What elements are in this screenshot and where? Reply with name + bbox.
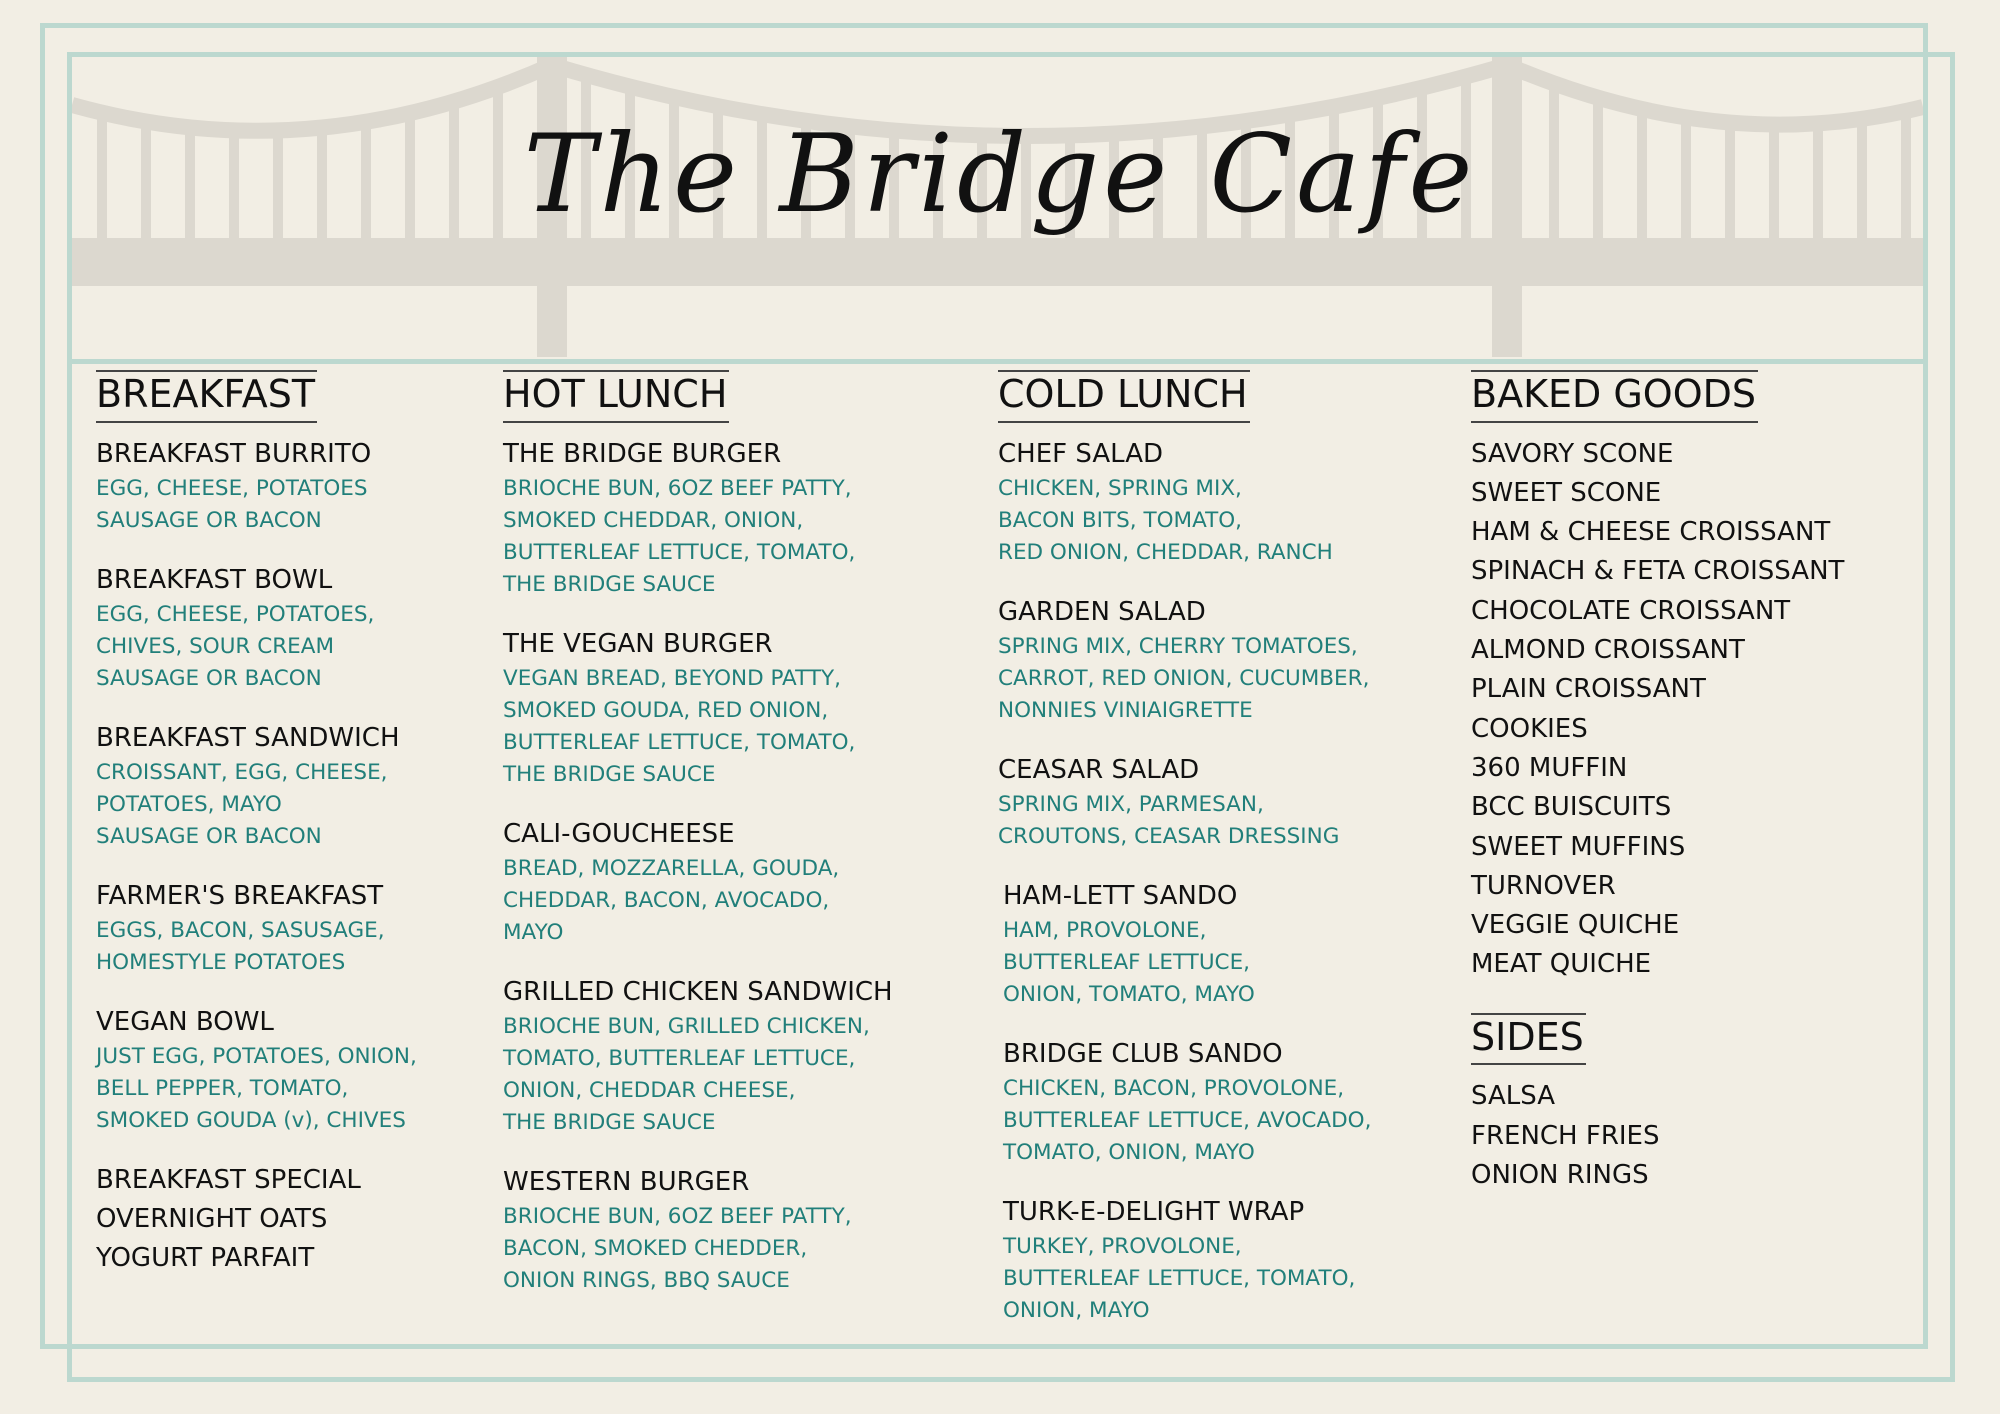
item-name: CEASAR SALAD <box>998 754 1200 785</box>
item-description: SPRING MIX, PARMESAN, CROUTONS, CEASAR DRESSING <box>998 791 1340 849</box>
list-item: HAM & CHEESE CROISSANT <box>1471 517 1831 548</box>
list-item: BCC BUISCUITS <box>1471 792 1672 823</box>
item-name: GARDEN SALAD <box>998 596 1206 627</box>
cold-lunch-heading: COLD LUNCH <box>998 370 1250 423</box>
menu-item <box>96 435 417 537</box>
list-item: ALMOND CROISSANT <box>1471 635 1745 666</box>
menu-item <box>503 815 893 949</box>
sides-heading: SIDES <box>1471 1013 1586 1066</box>
list-item: SALSA <box>1471 1081 1556 1112</box>
item-name: WESTERN BURGER <box>503 1166 750 1197</box>
item-description: EGG, CHEESE, POTATOES SAUSAGE OR BACON <box>96 475 368 533</box>
menu-item <box>998 1035 1371 1169</box>
item-description: TURKEY, PROVOLONE, BUTTERLEAF LETTUCE, TOMATO, ONION, MAYO <box>1003 1233 1356 1323</box>
list-item: 360 MUFFIN <box>1471 752 1628 783</box>
item-name: HAM-LETT SANDO <box>1003 880 1238 911</box>
menu-item <box>998 593 1371 727</box>
item-description: CROISSANT, EGG, CHEESE, POTATOES, MAYO SAUSAGE OR BACON <box>96 759 388 849</box>
list-item: BREAKFAST SPECIAL <box>96 1164 361 1195</box>
hot-lunch-column <box>503 370 893 1321</box>
menu-item <box>96 561 417 695</box>
item-name: THE BRIDGE BURGER <box>503 438 782 469</box>
item-description: JUST EGG, POTATOES, ONION, BELL PEPPER, TOMATO, SMOKED GOUDA (v), CHIVES <box>96 1043 417 1133</box>
header-divider <box>67 359 1928 364</box>
list-item: OVERNIGHT OATS <box>96 1203 328 1234</box>
item-description: HAM, PROVOLONE, BUTTERLEAF LETTUCE, ONION, TOMATO, MAYO <box>1003 917 1255 1007</box>
menu-item <box>998 877 1371 1011</box>
menu-item <box>96 877 417 979</box>
item-description: CHICKEN, BACON, PROVOLONE, BUTTERLEAF LETTUCE, AVOCADO, TOMATO, ONION, MAYO <box>1003 1075 1372 1165</box>
item-name: VEGAN BOWL <box>96 1006 274 1037</box>
menu-item <box>96 719 417 853</box>
item-name: CALI-GOUCHEESE <box>503 818 735 849</box>
item-name: FARMER'S BREAKFAST <box>96 880 384 911</box>
item-description: BRIOCHE BUN, 6OZ BEEF PATTY, BACON, SMOKED CHEDDER, ONION RINGS, BBQ SAUCE <box>503 1203 852 1293</box>
list-item: PLAIN CROISSANT <box>1471 674 1706 705</box>
menu-item <box>998 1193 1371 1327</box>
menu-item <box>503 973 893 1139</box>
cold-lunch-column <box>998 370 1371 1351</box>
item-description: BRIOCHE BUN, 6OZ BEEF PATTY, SMOKED CHEDDAR, ONION, BUTTERLEAF LETTUCE, TOMATO, THE BRIDGE SAUCE <box>503 475 856 597</box>
list-item: SWEET SCONE <box>1471 477 1662 508</box>
list-item: CHOCOLATE CROISSANT <box>1471 595 1791 626</box>
hot-lunch-heading: HOT LUNCH <box>503 370 729 423</box>
menu-item <box>503 1163 893 1297</box>
list-item: ONION RINGS <box>1471 1159 1649 1190</box>
item-name: TURK-E-DELIGHT WRAP <box>1003 1196 1305 1227</box>
item-name: GRILLED CHICKEN SANDWICH <box>503 976 893 1007</box>
list-item: VEGGIE QUICHE <box>1471 910 1680 941</box>
list-item: TURNOVER <box>1471 870 1616 901</box>
baked-goods-list <box>1471 435 1844 985</box>
cafe-title: The Bridge Cafe <box>523 112 1477 237</box>
list-item: SWEET MUFFINS <box>1471 831 1686 862</box>
list-item: SAVORY SCONE <box>1471 438 1674 469</box>
item-name: BREAKFAST BOWL <box>96 564 333 595</box>
item-name: THE VEGAN BURGER <box>503 628 773 659</box>
list-item: YOGURT PARFAIT <box>96 1243 315 1274</box>
item-name: BRIDGE CLUB SANDO <box>1003 1038 1283 1069</box>
list-item: MEAT QUICHE <box>1471 949 1652 980</box>
item-description: BREAD, MOZZARELLA, GOUDA, CHEDDAR, BACON, AVOCADO, MAYO <box>503 855 840 945</box>
menu-item <box>998 435 1371 569</box>
item-description: EGGS, BACON, SASUSAGE, HOMESTYLE POTATOES <box>96 917 385 975</box>
list-item: COOKIES <box>1471 713 1588 744</box>
item-description: BRIOCHE BUN, GRILLED CHICKEN, TOMATO, BUTTERLEAF LETTUCE, ONION, CHEDDAR CHEESE, THE BRIDGE SAUCE <box>503 1013 870 1135</box>
item-name: BREAKFAST BURRITO <box>96 438 372 469</box>
item-description: CHICKEN, SPRING MIX, BACON BITS, TOMATO, RED ONION, CHEDDAR, RANCH <box>998 475 1333 565</box>
list-item: SPINACH & FETA CROISSANT <box>1471 556 1845 587</box>
sides-list <box>1471 1077 1844 1195</box>
menu-item <box>503 625 893 791</box>
item-description: SPRING MIX, CHERRY TOMATOES, CARROT, RED ONION, CUCUMBER, NONNIES VINIAIGRETTE <box>998 633 1370 723</box>
menu-item <box>998 751 1371 853</box>
item-name: CHEF SALAD <box>998 438 1164 469</box>
breakfast-column <box>96 370 417 1278</box>
list-item: FRENCH FRIES <box>1471 1120 1660 1151</box>
breakfast-heading: BREAKFAST <box>96 370 317 423</box>
item-name: BREAKFAST SANDWICH <box>96 722 400 753</box>
item-description: VEGAN BREAD, BEYOND PATTY, SMOKED GOUDA, RED ONION, BUTTERLEAF LETTUCE, TOMATO, THE BRIDGE SAUCE <box>503 665 856 787</box>
breakfast-extras <box>96 1161 417 1279</box>
baked-goods-column <box>1471 370 1844 1195</box>
baked-goods-heading: BAKED GOODS <box>1471 370 1758 423</box>
menu-item <box>503 435 893 601</box>
item-description: EGG, CHEESE, POTATOES, CHIVES, SOUR CREAM SAUSAGE OR BACON <box>96 601 375 691</box>
menu-item <box>96 1003 417 1137</box>
